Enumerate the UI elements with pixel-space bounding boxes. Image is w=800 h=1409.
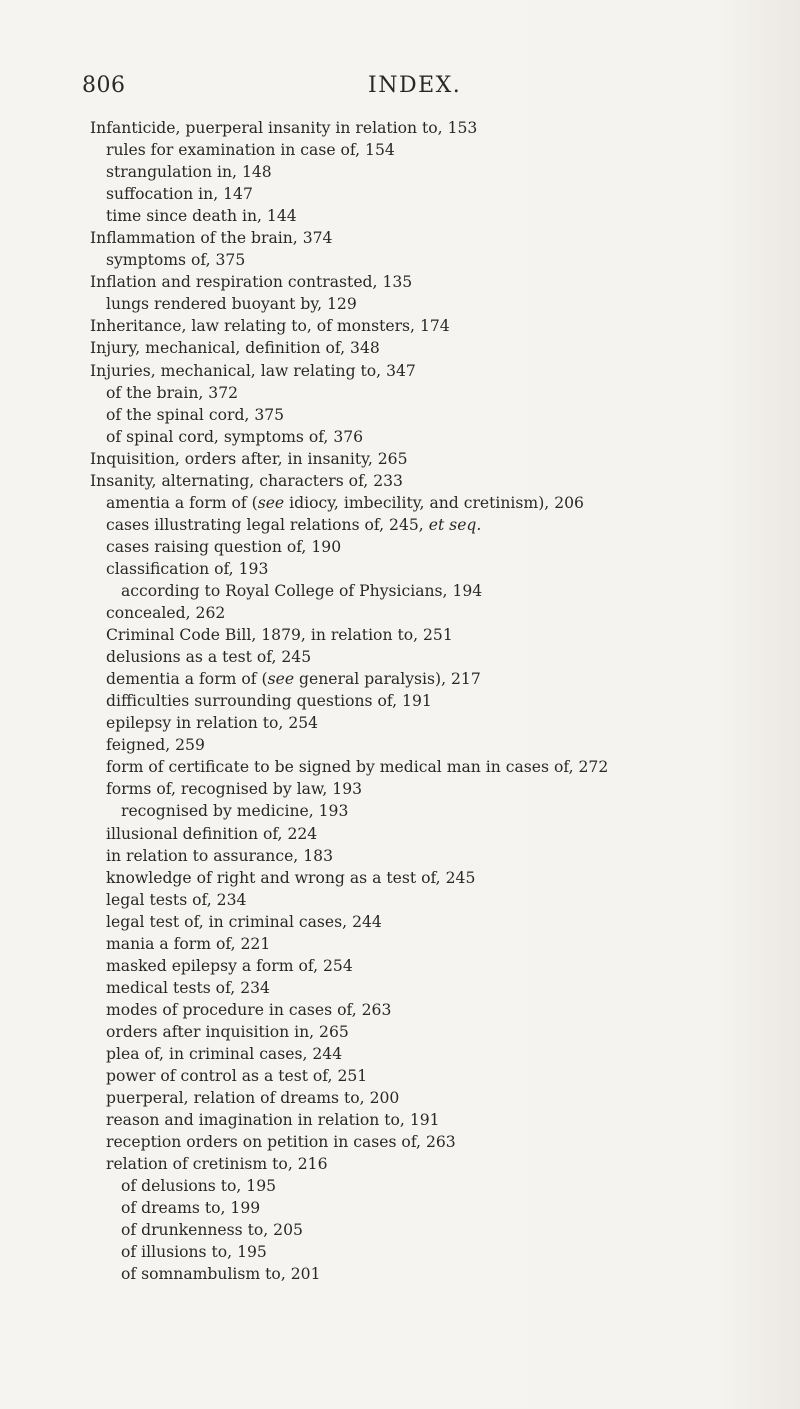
index-subentry: Criminal Code Bill, 1879, in relation to, 251 <box>106 626 453 645</box>
index-subentry: modes of procedure in cases of, 263 <box>106 1000 392 1019</box>
index-subentry: cases raising question of, 190 <box>106 537 342 556</box>
index-subentry: form of certificate to be signed by medical man in cases of, 272 <box>106 758 609 777</box>
index-subentry: relation of cretinism to, 216 <box>106 1155 328 1174</box>
index-subentry: classification of, 193 <box>106 559 269 578</box>
index-heading: Inflation and respiration contrasted, 135 <box>90 273 413 292</box>
index-heading: Inflammation of the brain, 374 <box>90 229 333 248</box>
index-subentry: concealed, 262 <box>106 604 226 623</box>
index-subentry: amentia a form of (see idiocy, imbecility, and cretinism), 206 <box>106 493 584 512</box>
index-subentry: strangulation in, 148 <box>106 163 272 182</box>
page-header <box>82 73 782 107</box>
index-heading: Insanity, alternating, characters of, 233 <box>90 471 403 490</box>
index-subentry: of illusions to, 195 <box>121 1243 267 1262</box>
index-subentry: of delusions to, 195 <box>121 1177 277 1196</box>
italic-text: see <box>267 670 295 689</box>
index-subentry: epilepsy in relation to, 254 <box>106 714 319 733</box>
index-subentry: dementia a form of (see general paralysis), 217 <box>106 670 481 689</box>
index-subentry: puerperal, relation of dreams to, 200 <box>106 1089 400 1108</box>
index-subentry: reason and imagination in relation to, 191 <box>106 1111 440 1130</box>
index-subentry: difficulties surrounding questions of, 191 <box>106 692 432 711</box>
index-subentry: of the brain, 372 <box>106 383 239 402</box>
index-subentry: legal tests of, 234 <box>106 890 247 909</box>
index-subentry: feigned, 259 <box>106 736 205 755</box>
index-subentry: of dreams to, 199 <box>121 1199 261 1218</box>
index-subentry: forms of, recognised by law, 193 <box>106 780 363 799</box>
page-number: 806 <box>82 73 126 98</box>
index-subentry: of somnambulism to, 201 <box>121 1265 321 1284</box>
italic-text: see <box>257 493 285 512</box>
index-entries <box>0 117 800 1285</box>
index-subentry: recognised by medicine, 193 <box>121 802 349 821</box>
index-subentry: orders after inquisition in, 265 <box>106 1022 349 1041</box>
index-heading: Infanticide, puerperal insanity in relation to, 153 <box>90 119 478 137</box>
index-subentry: symptoms of, 375 <box>106 251 246 270</box>
index-heading: Injury, mechanical, definition of, 348 <box>90 339 380 358</box>
index-subentry: illusional definition of, 224 <box>106 824 318 843</box>
index-subentry: medical tests of, 234 <box>106 978 270 997</box>
index-subentry: in relation to assurance, 183 <box>106 846 333 865</box>
index-subentry: cases illustrating legal relations of, 245, et seq. <box>106 515 482 534</box>
index-subentry: suffocation in, 147 <box>106 185 253 204</box>
index-subentry: delusions as a test of, 245 <box>106 648 312 667</box>
index-subentry: knowledge of right and wrong as a test of, 245 <box>106 868 476 887</box>
index-subentry: of drunkenness to, 205 <box>121 1221 303 1240</box>
index-subentry: mania a form of, 221 <box>106 934 271 953</box>
index-subentry: time since death in, 144 <box>106 207 297 226</box>
index-subentry: lungs rendered buoyant by, 129 <box>106 295 357 314</box>
index-subentry: rules for examination in case of, 154 <box>106 141 395 160</box>
index-subentry: masked epilepsy a form of, 254 <box>106 956 353 975</box>
index-subentry: according to Royal College of Physicians, 194 <box>121 581 483 600</box>
index-subentry: legal test of, in criminal cases, 244 <box>106 912 382 931</box>
index-heading: Inheritance, law relating to, of monsters, 174 <box>90 317 450 336</box>
index-subentry: of spinal cord, symptoms of, 376 <box>106 427 364 446</box>
italic-text: et seq. <box>428 515 482 534</box>
running-head: INDEX. <box>368 73 462 98</box>
index-subentry: power of control as a test of, 251 <box>106 1067 368 1086</box>
index-subentry: reception orders on petition in cases of, 263 <box>106 1133 456 1152</box>
index-heading: Inquisition, orders after, in insanity, 265 <box>90 449 408 468</box>
index-subentry: of the spinal cord, 375 <box>106 405 285 424</box>
index-subentry: plea of, in criminal cases, 244 <box>106 1044 343 1063</box>
index-heading: Injuries, mechanical, law relating to, 347 <box>90 361 416 380</box>
